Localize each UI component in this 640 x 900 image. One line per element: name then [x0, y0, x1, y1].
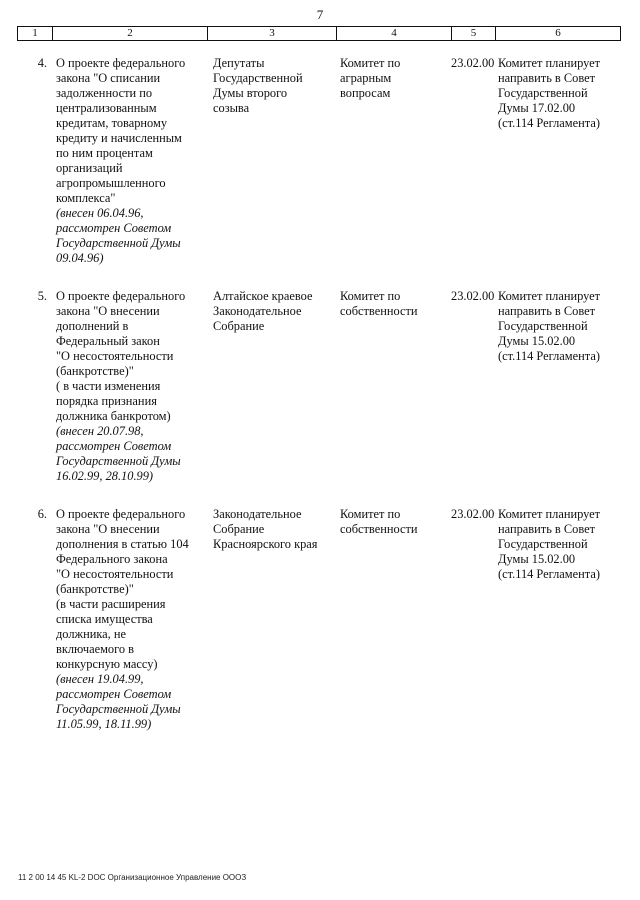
- committee-line: аграрным: [340, 71, 392, 85]
- remark-line: Думы 15.02.00: [498, 552, 576, 566]
- title-line: (банкротстве)": [56, 582, 134, 596]
- author-line: созыва: [213, 101, 250, 115]
- remark-line: Комитет планирует: [498, 289, 601, 303]
- row-number: 5.: [37, 289, 47, 303]
- table-row: [17, 507, 620, 755]
- remark-line: (ст.114 Регламента): [498, 349, 600, 363]
- column-header-1: 1: [18, 27, 53, 41]
- title-line: конкурсную массу): [56, 657, 158, 671]
- author-line: Законодательное: [213, 507, 302, 521]
- review-date: 23.02.00: [451, 507, 495, 521]
- remark-line: (ст.114 Регламента): [498, 567, 600, 581]
- note-line: (внесен 06.04.96,: [56, 206, 144, 220]
- column-header-2: 2: [53, 27, 208, 41]
- title-line: (банкротстве)": [56, 364, 134, 378]
- author-line: Думы второго: [213, 86, 288, 100]
- remark: [495, 56, 620, 289]
- author-line: Законодательное: [213, 304, 302, 318]
- note-line: Государственной Думы: [56, 236, 181, 250]
- title-line: централизованным: [56, 101, 157, 115]
- note-line: (внесен 20.07.98,: [56, 424, 144, 438]
- bills-table: [17, 56, 620, 755]
- title-line: ( в части изменения: [56, 379, 161, 393]
- note-line: (внесен 19.04.99,: [56, 672, 144, 686]
- title-line: "О несостоятельности: [56, 349, 174, 363]
- title-line: дополнения в статью 104: [56, 537, 189, 551]
- title-line: Федерального закона: [56, 552, 168, 566]
- committee-line: Комитет по: [340, 289, 401, 303]
- title-line: кредитам, товарному: [56, 116, 168, 130]
- remark-line: Комитет планирует: [498, 507, 601, 521]
- column-header-4: 4: [337, 27, 452, 41]
- note-line: рассмотрен Советом: [56, 221, 172, 235]
- column-header-row: [17, 26, 621, 41]
- title-line: Федеральный закон: [56, 334, 160, 348]
- committee-line: собственности: [340, 522, 418, 536]
- title-line: комплекса": [56, 191, 116, 205]
- bill-author: [207, 56, 336, 289]
- author-line: Алтайское краевое: [213, 289, 313, 303]
- title-line: О проекте федерального: [56, 507, 186, 521]
- remark-line: (ст.114 Регламента): [498, 116, 600, 130]
- title-line: агропромышленного: [56, 176, 166, 190]
- title-line: "О несостоятельности: [56, 567, 174, 581]
- title-line: О проекте федерального: [56, 289, 186, 303]
- title-line: О проекте федерального: [56, 56, 186, 70]
- remark-line: направить в Совет: [498, 522, 596, 536]
- note-line: рассмотрен Советом: [56, 439, 172, 453]
- author-line: Депутаты: [213, 56, 265, 70]
- title-line: по ним процентам: [56, 146, 153, 160]
- remark-line: Государственной: [498, 319, 588, 333]
- committee-line: Комитет по: [340, 56, 401, 70]
- remark: [495, 289, 620, 507]
- remark-line: Государственной: [498, 537, 588, 551]
- table-row: [17, 289, 620, 507]
- row-number: 4.: [37, 56, 47, 70]
- committee-line: собственности: [340, 304, 418, 318]
- title-line: закона "О списании: [56, 71, 161, 85]
- title-line: задолженности по: [56, 86, 153, 100]
- responsible-committee: [336, 56, 451, 289]
- title-line: должника банкротом): [56, 409, 171, 423]
- bill-title: [52, 56, 207, 289]
- bill-author: [207, 507, 336, 755]
- author-line: Собрание: [213, 319, 265, 333]
- title-line: списка имущества: [56, 612, 153, 626]
- remark-line: направить в Совет: [498, 304, 596, 318]
- page-number: 7: [316, 7, 324, 22]
- bill-title: [52, 507, 207, 755]
- title-line: включаемого в: [56, 642, 135, 656]
- title-line: (в части расширения: [56, 597, 166, 611]
- bill-author: [207, 289, 336, 507]
- note-line: рассмотрен Советом: [56, 687, 172, 701]
- note-line: 11.05.99, 18.11.99): [56, 717, 152, 731]
- remark: [495, 507, 620, 755]
- note-line: 09.04.96): [56, 251, 104, 265]
- remark-line: Думы 17.02.00: [498, 101, 576, 115]
- author-line: Собрание: [213, 522, 265, 536]
- column-header-6: 6: [496, 27, 621, 41]
- title-line: закона "О внесении: [56, 304, 160, 318]
- title-line: дополнений в: [56, 319, 129, 333]
- review-date: 23.02.00: [451, 56, 495, 70]
- remark-line: Комитет планирует: [498, 56, 601, 70]
- title-line: порядка признания: [56, 394, 157, 408]
- note-line: 16.02.99, 28.10.99): [56, 469, 154, 483]
- author-line: Красноярского края: [213, 537, 318, 551]
- bill-title: [52, 289, 207, 507]
- responsible-committee: [336, 289, 451, 507]
- table-row: [17, 56, 620, 289]
- committee-line: вопросам: [340, 86, 391, 100]
- note-line: Государственной Думы: [56, 454, 181, 468]
- row-number: 6.: [37, 507, 47, 521]
- remark-line: Думы 15.02.00: [498, 334, 576, 348]
- review-date: 23.02.00: [451, 289, 495, 303]
- remark-line: Государственной: [498, 86, 588, 100]
- title-line: организаций: [56, 161, 123, 175]
- responsible-committee: [336, 507, 451, 755]
- document-footer: 11 2 00 14 45 KL-2 DOC Организационное Управление ОООЗ: [18, 873, 247, 882]
- remark-line: направить в Совет: [498, 71, 596, 85]
- committee-line: Комитет по: [340, 507, 401, 521]
- title-line: должника, не: [56, 627, 126, 641]
- author-line: Государственной: [213, 71, 303, 85]
- title-line: закона "О внесении: [56, 522, 160, 536]
- title-line: кредиту и начисленным: [56, 131, 182, 145]
- column-header-5: 5: [452, 27, 496, 41]
- note-line: Государственной Думы: [56, 702, 181, 716]
- column-header-3: 3: [208, 27, 337, 41]
